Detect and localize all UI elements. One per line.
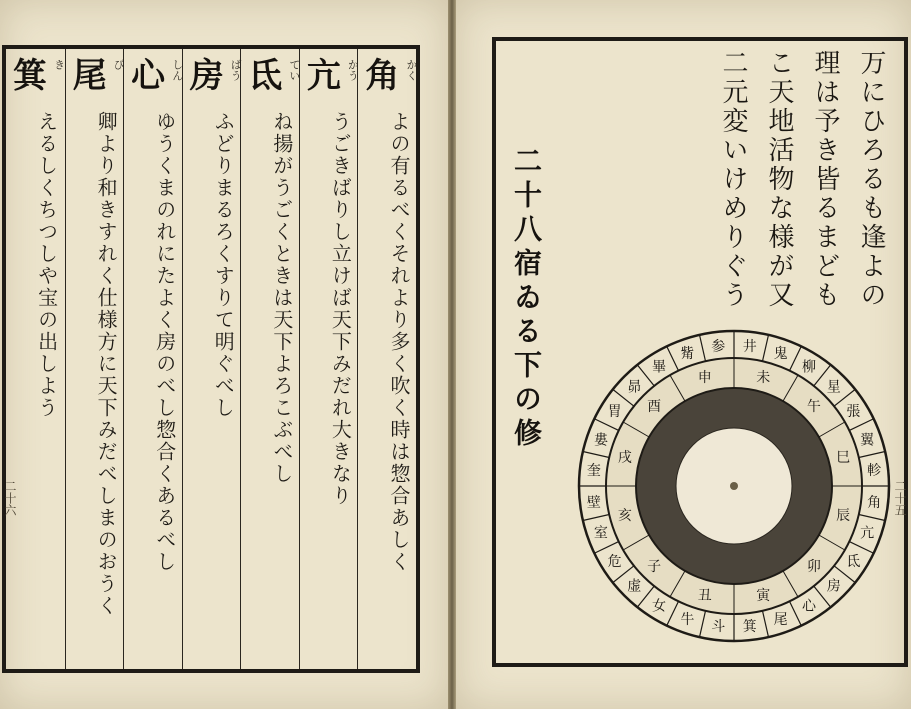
mansion-reading: てい	[287, 59, 301, 81]
inner-ring-label: 未	[756, 369, 771, 386]
outer-ring-label: 虚	[627, 578, 642, 595]
outer-ring-label: 柳	[802, 359, 817, 376]
page-number-right: 二十五	[893, 480, 907, 516]
outer-ring-label: 壁	[586, 494, 601, 511]
inner-ring-label: 午	[806, 399, 821, 416]
outer-ring-label: 危	[607, 554, 622, 571]
outer-ring-label: 斗	[711, 619, 726, 636]
left-page-frame	[2, 45, 420, 673]
right-page-frame	[492, 37, 908, 667]
outer-ring-label: 房	[826, 578, 841, 595]
inner-ring-label: 巳	[836, 449, 851, 466]
outer-ring-label: 井	[742, 338, 757, 355]
mansion-heading: 亢	[306, 56, 341, 96]
column-text: よの有るべくそれより多く吹く時は惣合あしく	[386, 111, 411, 573]
mansion-reading: び	[112, 59, 126, 70]
inner-ring-label: 子	[647, 558, 662, 575]
left-page	[0, 0, 448, 709]
outer-ring-label: 奎	[586, 463, 601, 480]
inner-ring-label: 丑	[697, 588, 712, 605]
inner-ring-label: 亥	[617, 508, 632, 525]
text-column	[240, 49, 300, 669]
mansion-reading: き	[52, 59, 66, 70]
mansion-heading: 氐	[248, 56, 283, 96]
book-gutter	[448, 0, 456, 709]
inner-ring-label: 戌	[617, 449, 632, 466]
text-column	[182, 49, 242, 669]
lunar-mansions-wheel	[574, 326, 894, 646]
mansion-reading: しん	[170, 59, 184, 81]
inner-ring-label: 卯	[806, 558, 821, 575]
page-number-left: 二十六	[3, 480, 17, 516]
mansion-reading: かく	[404, 59, 418, 81]
outer-ring-label: 婁	[593, 432, 608, 449]
text-column	[123, 49, 183, 669]
column-text: ね揚がうごくときは天下よろこぶべし	[269, 111, 294, 485]
outer-ring-label: 心	[802, 598, 817, 615]
outer-ring-label: 牛	[680, 612, 695, 629]
outer-ring-label: 室	[593, 525, 608, 542]
outer-ring-label: 女	[651, 598, 666, 615]
outer-ring-label: 昴	[627, 379, 642, 396]
outer-ring-label: 畢	[651, 359, 666, 376]
outer-ring-label: 箕	[742, 619, 757, 636]
mansion-reading: かう	[346, 59, 360, 81]
outer-ring-label: 鬼	[773, 345, 788, 362]
outer-ring-label: 氐	[846, 554, 861, 571]
column-text: 卿より和きすれく仕様方に天下みだべしまのおうく	[94, 111, 119, 617]
outer-ring-label: 軫	[867, 463, 882, 480]
inner-ring-label: 酉	[647, 399, 662, 416]
inner-ring-label: 寅	[756, 588, 771, 605]
mansion-heading: 心	[131, 56, 166, 96]
column-text: うごきばりし立けば天下みだれ大きなり	[328, 111, 353, 507]
mansion-heading: 尾	[72, 56, 107, 96]
diagram-caption: 二十八宿ゐる下の修	[510, 146, 543, 452]
column-text: ゆうくまのれにたよく房のべし惣合くあるべし	[152, 111, 177, 573]
mansion-heading: 房	[189, 56, 224, 96]
outer-ring-label: 角	[867, 494, 882, 511]
text-column	[6, 49, 65, 669]
column-text: ふどりまるろくすりて明ぐべし	[211, 111, 236, 419]
outer-ring-label: 参	[711, 338, 726, 355]
outer-ring-label: 尾	[773, 612, 788, 629]
outer-ring-label: 胃	[607, 403, 622, 420]
outer-ring-label: 張	[846, 403, 861, 420]
outer-ring-label: 亢	[860, 525, 875, 542]
outer-ring-label: 翼	[860, 432, 875, 449]
inner-ring-label: 辰	[836, 508, 851, 525]
mansion-heading: 角	[365, 56, 400, 96]
column-text: えるしくちつしや宝の出しよう	[34, 111, 59, 419]
wheel-center-dot	[730, 482, 738, 490]
right-page	[456, 0, 911, 709]
outer-ring-label: 觜	[680, 345, 695, 362]
text-column	[299, 49, 359, 669]
mansion-heading: 箕	[13, 56, 47, 96]
text-column	[65, 49, 125, 669]
text-column	[357, 49, 417, 669]
right-page-text: 万にひろるも逢よの理は予き皆るまどもこ天地活物な様が又二元変いけめりぐう	[718, 49, 886, 310]
inner-ring-label: 申	[697, 369, 712, 386]
mansion-reading: ばう	[229, 59, 243, 81]
outer-ring-label: 星	[826, 379, 841, 396]
